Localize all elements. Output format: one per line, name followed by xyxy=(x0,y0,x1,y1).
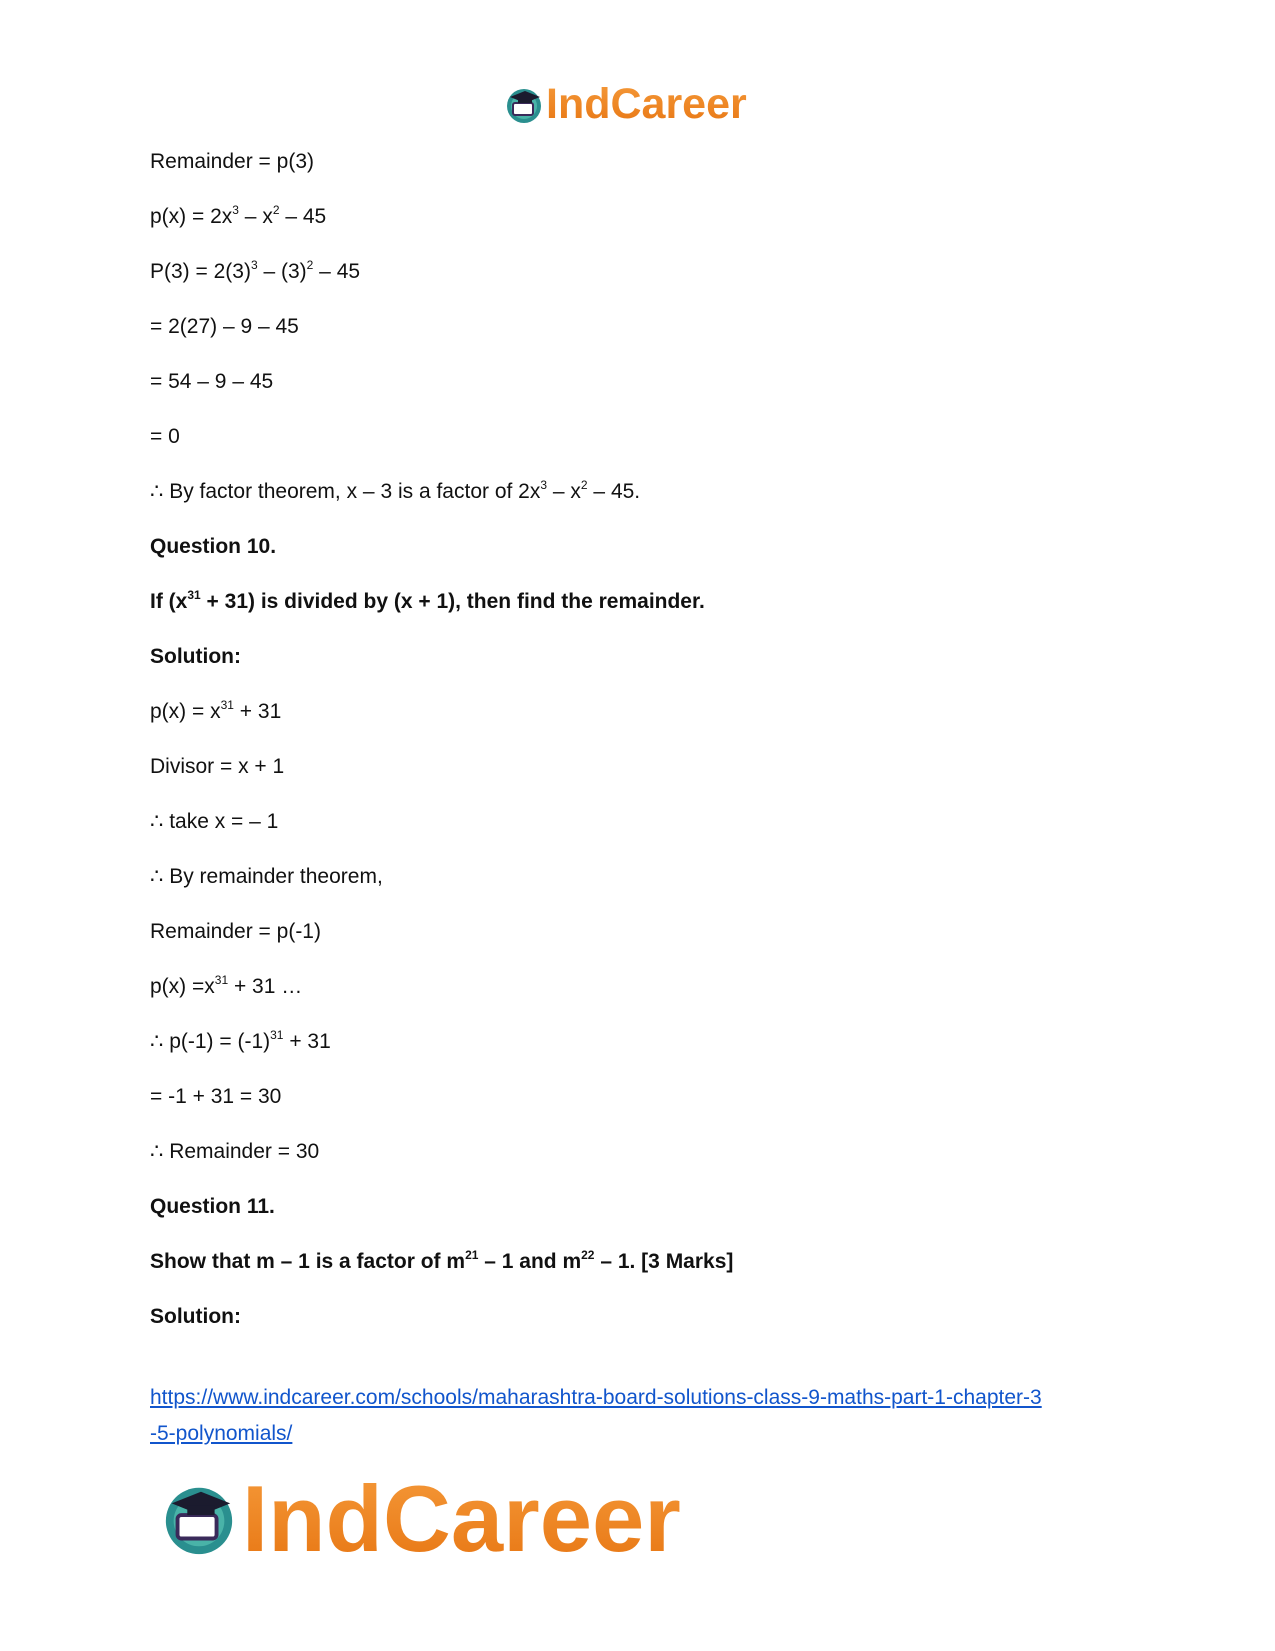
text-line: $p(x) = 2x^3 - x^2 - 45$ xyxy=(150,203,327,228)
brand-name: IndCareer xyxy=(242,1466,681,1571)
text-line: ∴ $p(-1) = (-1)^{31} + 31$ xyxy=(150,1028,331,1053)
text-line: ∴ By remainder theorem, xyxy=(150,865,383,888)
exponent: 21 xyxy=(465,1248,479,1262)
exponent: 3 xyxy=(250,258,258,272)
text-line: $P(3) = 2(3)^3 - (3)^2 - 45$ xyxy=(150,258,361,283)
brand-name: IndCareer xyxy=(546,80,747,128)
document-body xyxy=(150,142,1130,1352)
text-line: Remainder = p(3) xyxy=(150,150,314,173)
exponent: 2 xyxy=(580,478,588,492)
exponent: 31 xyxy=(270,1028,284,1042)
footer-logo xyxy=(160,1465,681,1573)
exponent: 31 xyxy=(214,973,229,987)
exponent: 22 xyxy=(581,1248,595,1262)
text-line: = -1 + 31 = 30 xyxy=(150,1085,282,1108)
exponent: 31 xyxy=(187,588,201,602)
exponent: 2 xyxy=(272,203,280,217)
question-heading: Question 11. xyxy=(150,1195,275,1218)
text-line: ∴ Remainder = 30 xyxy=(150,1140,320,1163)
text-line: ∴ By factor theorem, x – 3 is a factor of $2x^3 - x^2 - 45$. xyxy=(150,478,641,503)
text-line: Divisor = x + 1 xyxy=(150,755,285,778)
source-link[interactable] xyxy=(150,1380,1140,1452)
text-line: = 54 – 9 – 45 xyxy=(150,370,274,393)
text-line: = 0 xyxy=(150,425,180,448)
text-line: $p(x) = x^{31} + 31$ xyxy=(150,698,282,723)
exponent: 3 xyxy=(232,203,239,217)
exponent: 2 xyxy=(306,258,314,272)
header-logo xyxy=(504,80,747,129)
graduation-globe-icon xyxy=(160,1480,238,1558)
text-line: Remainder = p(-1) xyxy=(150,920,321,943)
text-line: = 2(27) – 9 – 45 xyxy=(150,315,299,338)
text-line: ∴ take x = – 1 xyxy=(150,810,279,833)
graduation-globe-icon xyxy=(504,85,544,125)
solution-heading: Solution: xyxy=(150,1305,241,1328)
exponent: 31 xyxy=(220,698,234,712)
source-link-line-1[interactable]: https://www.indcareer.com/schools/maharashtra-board-solutions-class-9-maths-part-1-chapter-3 xyxy=(150,1386,1042,1409)
question-heading: Question 10. xyxy=(150,535,277,558)
source-link-line-2[interactable]: -5-polynomials/ xyxy=(150,1422,293,1445)
question-text: Show that m – 1 is a factor of $m^{21} - 1$ and $m^{22} - 1$. [3 Marks] xyxy=(150,1248,734,1273)
text-line: $p(x) =x^{31} + 31$ … xyxy=(150,973,303,998)
solution-heading: Solution: xyxy=(150,645,241,668)
question-text: If $(x^{31} + 31)$ is divided by (x + 1), then find the remainder. xyxy=(150,588,705,613)
exponent: 3 xyxy=(540,478,548,492)
